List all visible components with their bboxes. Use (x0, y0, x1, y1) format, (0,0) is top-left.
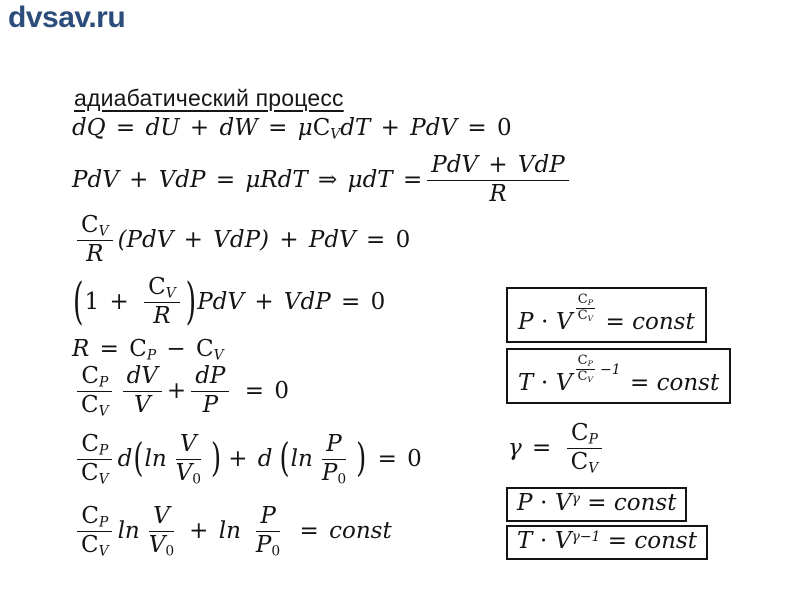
equals-sign: = (600, 528, 635, 554)
subscript-P: P (587, 358, 593, 368)
numerator (576, 293, 595, 309)
plus-d: + d (228, 446, 273, 472)
math-text (517, 528, 697, 554)
const-label: const (613, 490, 677, 516)
subscript-0: 0 (271, 542, 281, 559)
math-text (623, 370, 720, 397)
subscript-P: P (146, 347, 157, 364)
left-paren: ( (73, 273, 84, 331)
zero: 0 (395, 227, 411, 253)
math-text: P ⋅ V (517, 490, 572, 516)
symbol-P: P (321, 459, 338, 486)
denominator (77, 532, 113, 559)
denominator (77, 392, 113, 419)
symbol-C: C (81, 362, 99, 389)
subscript-V: V (98, 223, 109, 240)
symbol-C: C (81, 211, 99, 238)
subscript-V: V (98, 542, 109, 559)
math-text: (PdV + VdP) + PdV = (117, 227, 396, 253)
math-text: R = (72, 336, 130, 362)
math-text: T ⋅ V (517, 528, 572, 554)
numerator (144, 275, 180, 303)
v-over-v0-fraction (172, 432, 205, 487)
formula-gas-law-differential (72, 149, 574, 211)
denominator (576, 309, 596, 324)
symbol-C: C (81, 391, 99, 418)
box-poisson-tv-cpcv (506, 348, 731, 404)
ln-symbol: ln (117, 518, 140, 544)
cv-over-r-fraction (77, 213, 113, 268)
subscript-0: 0 (192, 470, 202, 487)
math-text (72, 115, 512, 141)
math-text: PdV + VdP = (197, 289, 371, 315)
math-text: 1 + (84, 289, 140, 315)
p-over-p0-fraction (252, 504, 284, 559)
symbol-C: C (570, 419, 589, 446)
exponent-cp-cv-fraction (576, 293, 596, 323)
math-text: dQ = dU + dW = μ (72, 115, 313, 141)
equals-sign: = (579, 490, 614, 516)
subscript-V: V (588, 459, 599, 476)
equals-sign: = (598, 309, 633, 336)
const-label: const (656, 370, 720, 397)
exponent-gamma: γ (571, 491, 580, 507)
equals-sign: = (622, 370, 657, 397)
subscript-V: V (587, 374, 594, 384)
formula-log-sum (72, 496, 392, 566)
zero: 0 (496, 115, 512, 141)
right-paren: ) (356, 436, 367, 482)
numerator: V (149, 504, 174, 532)
symbol-C: C (129, 336, 147, 362)
dp-over-p-fraction (191, 364, 229, 419)
math-text: P ⋅ V (518, 309, 573, 336)
subscript-V: V (98, 402, 109, 419)
subscript-P: P (98, 442, 109, 459)
symbol-V: V (175, 459, 193, 486)
symbol-C: C (148, 273, 166, 300)
subscript-0: 0 (165, 542, 175, 559)
denominator (252, 532, 284, 559)
subscript-V: V (330, 126, 341, 143)
exponent-cp-cv-fraction (575, 354, 595, 384)
gamma-definition (508, 417, 607, 479)
zero: 0 (370, 289, 386, 315)
box-tv-gamma (506, 525, 708, 560)
numerator: dP (191, 364, 229, 392)
gamma-symbol: γ (508, 435, 522, 461)
denominator (318, 460, 350, 487)
subscript-V: V (587, 313, 594, 323)
symbol-C: C (196, 336, 214, 362)
numerator (567, 421, 602, 449)
numerator (77, 213, 113, 241)
subscript-P: P (98, 374, 109, 391)
symbol-C: C (577, 368, 588, 384)
exponent-gamma-minus-one: γ−1 (571, 529, 601, 545)
formula-log-differential (72, 425, 422, 493)
pdv-vdp-over-r-fraction (427, 153, 569, 208)
numerator (77, 504, 112, 532)
numerator: V (176, 432, 201, 460)
denominator (567, 449, 603, 476)
denominator (77, 460, 113, 487)
minus-sign: − (156, 336, 197, 362)
numerator: dV (123, 364, 162, 392)
zero: 0 (407, 446, 422, 472)
denominator (172, 460, 205, 487)
math-text (289, 518, 392, 544)
math-text (517, 490, 676, 516)
left-paren: ( (133, 436, 144, 482)
zero: 0 (274, 378, 289, 404)
subscript-P: P (98, 514, 109, 531)
plus-sign: + (166, 378, 187, 404)
denominator (145, 532, 178, 559)
formula-grouped (72, 270, 385, 334)
math-text (72, 336, 224, 362)
page-title: адиабатический процесс (74, 85, 344, 111)
denominator: R (489, 180, 507, 207)
subscript-0: 0 (337, 470, 347, 487)
symbol-P: P (255, 531, 272, 558)
denominator: R (153, 302, 171, 329)
const-label: const (634, 528, 697, 554)
differential-d: d (117, 446, 133, 472)
denominator: V (133, 391, 151, 418)
subscript-P: P (587, 297, 593, 307)
equals-sign: = (289, 518, 330, 544)
const-label: const (329, 518, 392, 544)
math-text: T ⋅ V (518, 370, 573, 397)
math-text (118, 227, 411, 253)
numerator: P (256, 504, 279, 532)
subscript-V: V (213, 347, 224, 364)
symbol-C: C (577, 307, 588, 323)
ln-symbol: ln (144, 446, 167, 472)
formula-first-law (72, 113, 512, 143)
math-text (197, 289, 385, 315)
math-text (598, 309, 695, 336)
symbol-C: C (81, 502, 99, 529)
equals-sign: = (234, 378, 275, 404)
box-poisson-pv-cpcv (506, 287, 707, 343)
p-over-p0-fraction (318, 432, 350, 487)
symbol-C: C (81, 531, 99, 558)
dv-over-v-fraction (123, 364, 162, 419)
formula-cv-substituted (72, 209, 410, 271)
numerator (77, 364, 112, 392)
left-paren: ( (279, 436, 290, 482)
right-paren: ) (211, 436, 222, 482)
subscript-V: V (165, 285, 176, 302)
numerator: P (322, 432, 345, 460)
math-text: dT + PdV = (340, 115, 497, 141)
const-label: const (632, 309, 695, 336)
exponent-tail: −1 (600, 362, 621, 379)
math-text (508, 435, 562, 461)
math-text (367, 446, 422, 472)
cp-over-cv-fraction (567, 421, 603, 476)
cp-over-cv-fraction (77, 504, 113, 559)
subscript-P: P (588, 431, 598, 448)
numerator (77, 432, 112, 460)
denominator: R (86, 240, 104, 267)
equals-sign: = (521, 435, 562, 461)
cp-over-cv-fraction (77, 432, 113, 487)
box-pv-gamma (506, 487, 687, 522)
denominator (575, 370, 595, 385)
symbol-C: C (81, 459, 99, 486)
symbol-V: V (148, 531, 166, 558)
site-logo: dvsav.ru (8, 1, 126, 34)
equals-sign: = (367, 446, 408, 472)
math-text (234, 378, 289, 404)
symbol-C: C (577, 353, 588, 368)
plus-ln: + ln (189, 518, 241, 544)
symbol-C: C (570, 448, 589, 475)
v-over-v0-fraction (145, 504, 178, 559)
ln-symbol: ln (290, 446, 313, 472)
cv-over-r-fraction (144, 275, 180, 330)
symbol-C: C (577, 292, 588, 307)
formula-diff-ratio (72, 360, 289, 422)
denominator: P (202, 391, 219, 418)
numerator: PdV + VdP (427, 153, 569, 181)
cp-over-cv-fraction (77, 364, 113, 419)
formula-mayer-relation (72, 335, 224, 363)
symbol-C: C (312, 115, 331, 141)
right-paren: ) (185, 273, 197, 331)
numerator (576, 354, 595, 370)
subscript-V: V (98, 470, 109, 487)
symbol-C: C (81, 430, 99, 457)
math-text: PdV + VdP = μRdT ⇒ μdT = (72, 167, 423, 193)
